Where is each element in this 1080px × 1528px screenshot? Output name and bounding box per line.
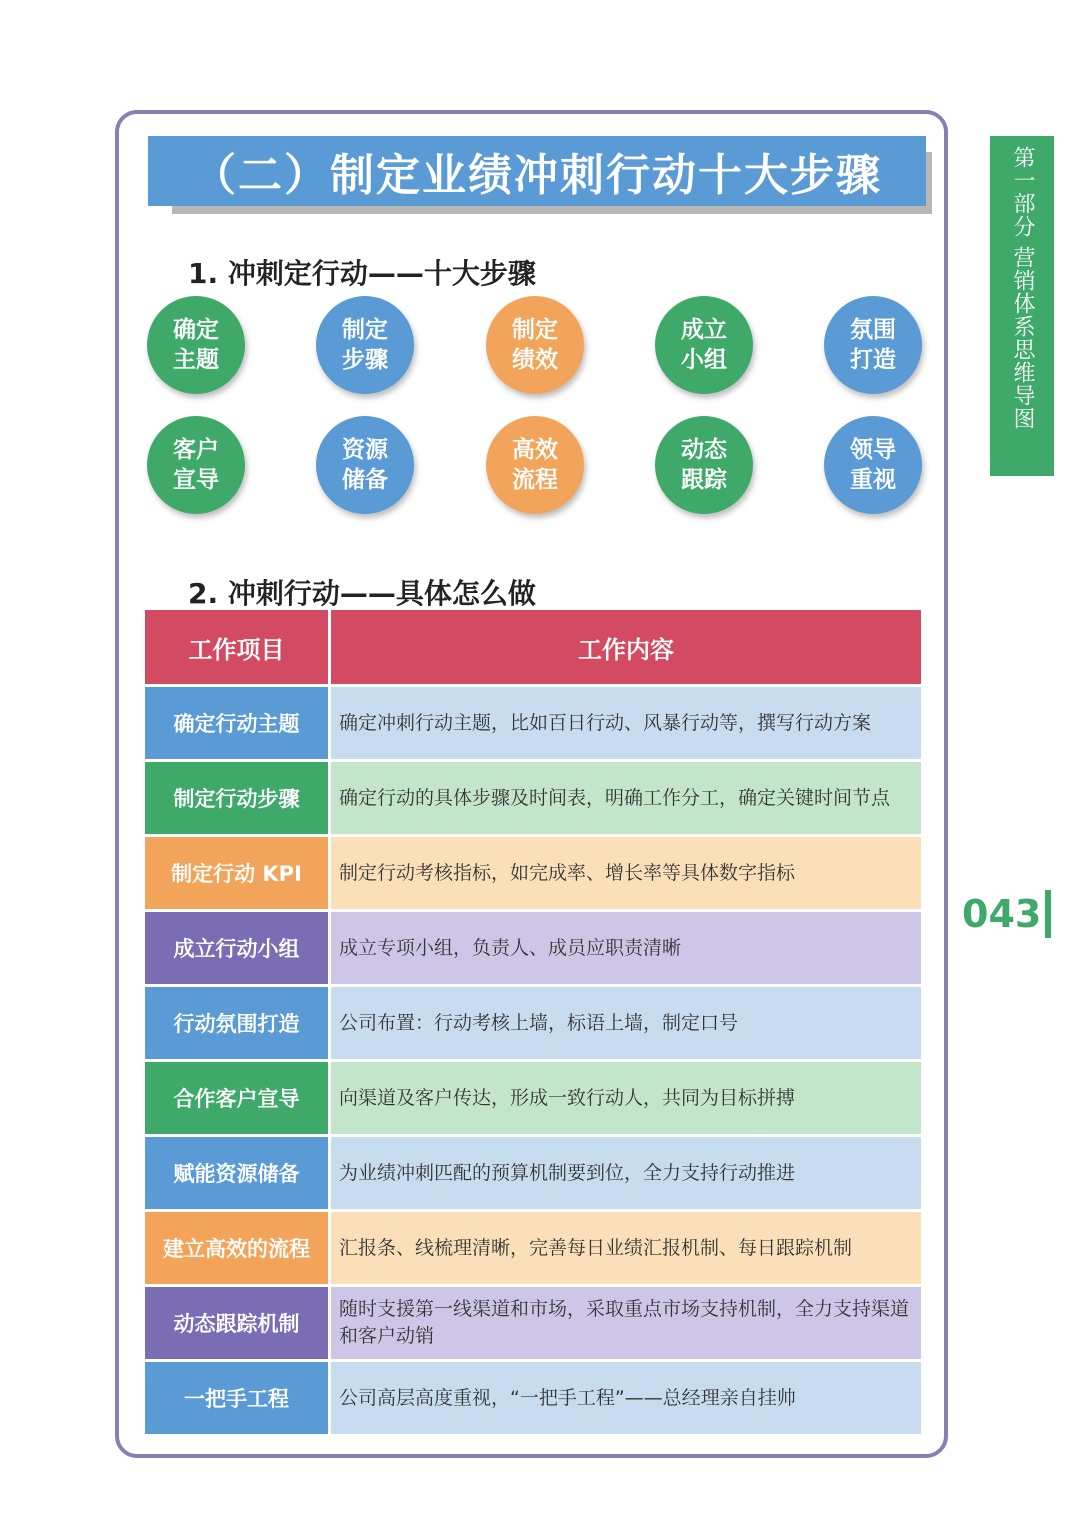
table-row (145, 986, 921, 1061)
section2-heading: 2. 冲刺行动——具体怎么做 (188, 577, 536, 610)
step-circle-1 (147, 296, 245, 394)
row-content: 确定冲刺行动主题，比如百日行动、风暴行动等，撰写行动方案 (330, 686, 922, 761)
table-row (145, 686, 921, 761)
row-item: 赋能资源储备 (145, 1136, 330, 1211)
row-content: 随时支援第一线渠道和市场，采取重点市场支持机制，全力支持渠道和客户动销 (330, 1286, 922, 1361)
step-label: 成立小组 (681, 317, 727, 373)
table-row (145, 1061, 921, 1136)
step-circle-7 (316, 416, 414, 514)
step-circle-2 (316, 296, 414, 394)
step-label: 制定步骤 (342, 317, 388, 373)
step-label: 客户宣导 (173, 437, 219, 493)
step-circle-4 (655, 296, 753, 394)
row-content: 公司高层高度重视，“一把手工程”——总经理亲自挂帅 (330, 1361, 922, 1436)
row-content: 汇报条、线梳理清晰，完善每日业绩汇报机制、每日跟踪机制 (330, 1211, 922, 1286)
step-label: 制定绩效 (512, 317, 558, 373)
page-number: 043 (962, 892, 1042, 936)
row-item: 行动氛围打造 (145, 986, 330, 1061)
row-item: 成立行动小组 (145, 911, 330, 986)
step-circle-10 (824, 416, 922, 514)
step-label: 确定主题 (173, 317, 219, 373)
step-circle-6 (147, 416, 245, 514)
step-label: 高效流程 (512, 437, 558, 493)
table-row (145, 911, 921, 986)
row-item: 制定行动 KPI (145, 836, 330, 911)
page-title: （二）制定业绩冲刺行动十大步骤 (148, 136, 926, 206)
row-item: 制定行动步骤 (145, 761, 330, 836)
step-label: 氛围打造 (850, 317, 896, 373)
row-content: 制定行动考核指标，如完成率、增长率等具体数字指标 (330, 836, 922, 911)
row-item: 动态跟踪机制 (145, 1286, 330, 1361)
row-content: 为业绩冲刺匹配的预算机制要到位，全力支持行动推进 (330, 1136, 922, 1211)
step-circle-3 (486, 296, 584, 394)
row-content: 向渠道及客户传达，形成一致行动人，共同为目标拼搏 (330, 1061, 922, 1136)
row-item: 一把手工程 (145, 1361, 330, 1436)
table-row (145, 1136, 921, 1211)
step-circle-5 (824, 296, 922, 394)
step-circle-9 (655, 416, 753, 514)
step-label: 资源储备 (342, 437, 388, 493)
row-content: 成立专项小组，负责人、成员应职责清晰 (330, 911, 922, 986)
section1-heading: 1. 冲刺定行动——十大步骤 (188, 257, 536, 290)
page-number-bar (1045, 890, 1051, 938)
side-section-tab (990, 136, 1054, 476)
table-row (145, 1211, 921, 1286)
row-content: 公司布置：行动考核上墙，标语上墙，制定口号 (330, 986, 922, 1061)
row-item: 合作客户宣导 (145, 1061, 330, 1136)
table-row (145, 1286, 921, 1361)
action-table (145, 610, 921, 1437)
step-label: 领导重视 (850, 437, 896, 493)
step-label: 动态跟踪 (681, 437, 727, 493)
row-content: 确定行动的具体步骤及时间表，明确工作分工，确定关键时间节点 (330, 761, 922, 836)
table-row (145, 761, 921, 836)
table-header-row (145, 610, 921, 686)
header-item: 工作项目 (145, 610, 330, 686)
row-item: 确定行动主题 (145, 686, 330, 761)
side-tab-label: 第一部分 营销体系思维导图 (1010, 146, 1035, 430)
table-row (145, 836, 921, 911)
table-row (145, 1361, 921, 1436)
row-item: 建立高效的流程 (145, 1211, 330, 1286)
header-content: 工作内容 (330, 610, 922, 686)
step-circle-8 (486, 416, 584, 514)
